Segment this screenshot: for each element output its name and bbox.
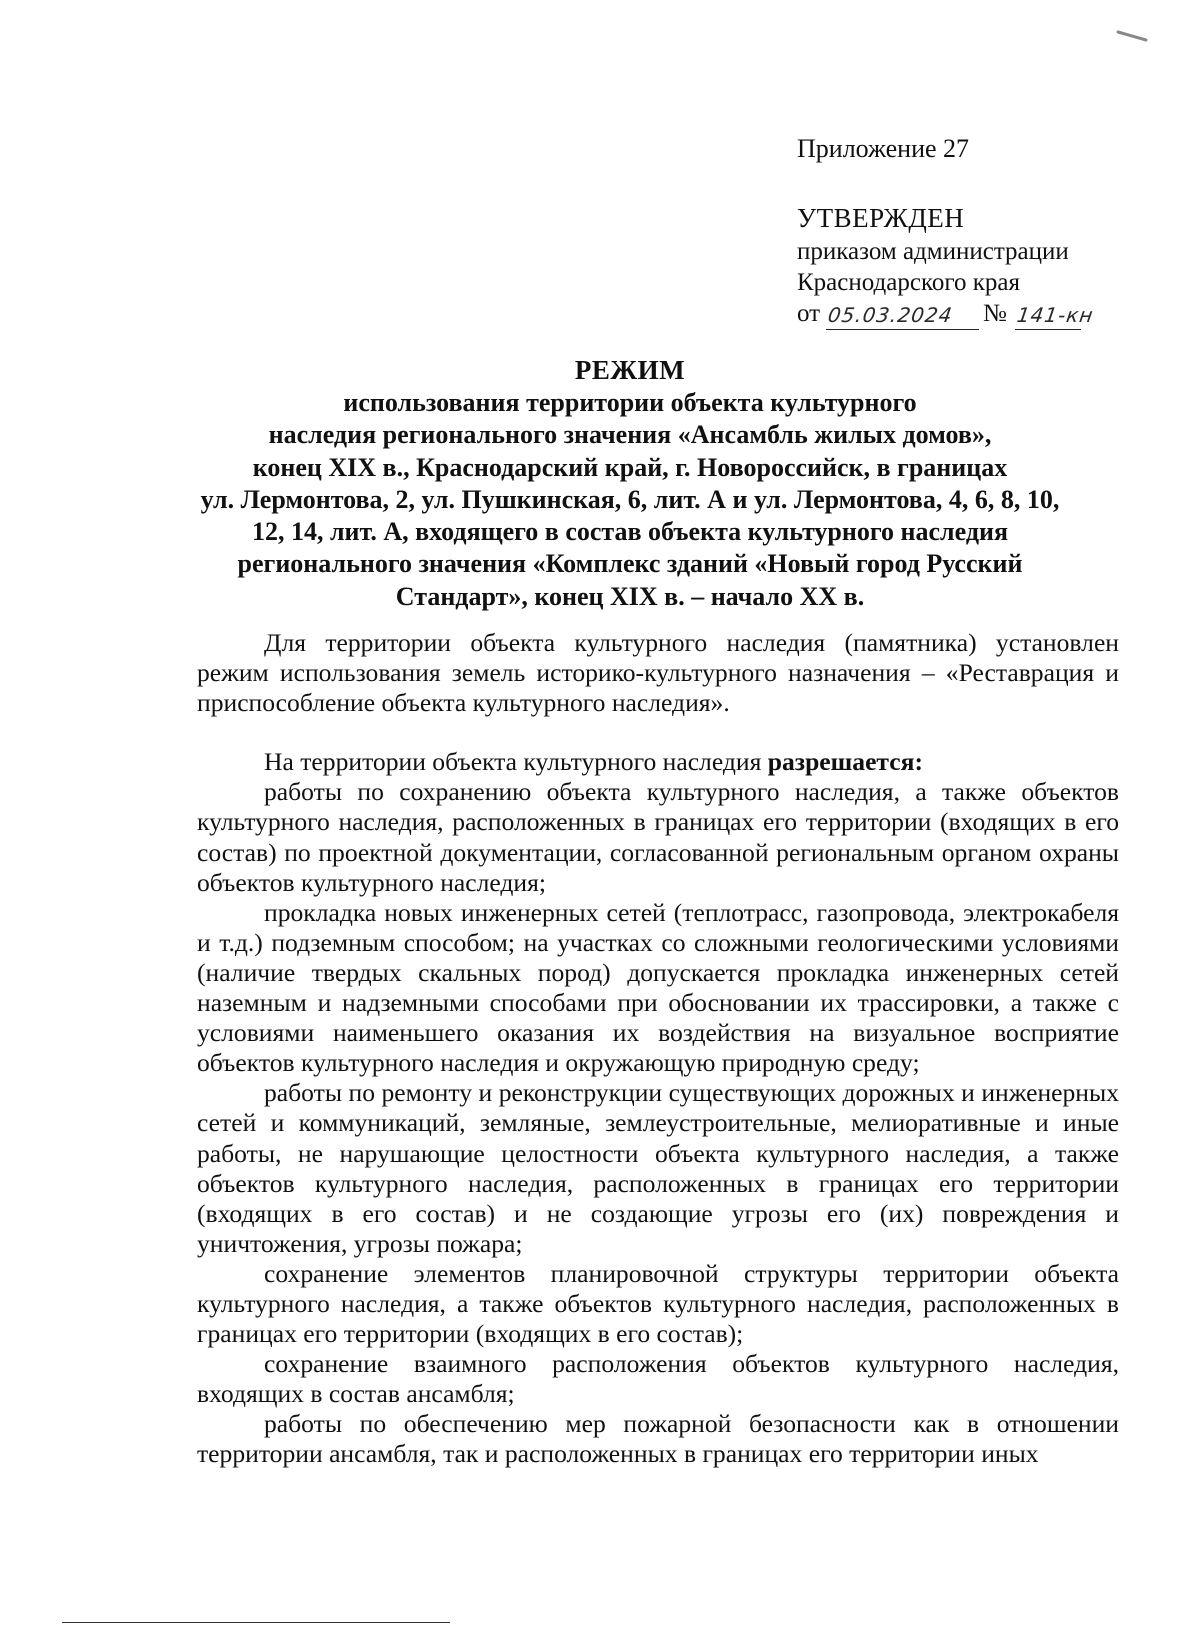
order-date: 05.03.2024 bbox=[826, 303, 955, 327]
allowed-heading-paragraph bbox=[197, 747, 1119, 777]
order-date-field bbox=[826, 298, 979, 330]
title-line: Стандарт», конец XIX в. – начало XX в. bbox=[395, 581, 865, 611]
approved-by-line-2: Краснодарского края bbox=[797, 269, 1020, 296]
approved-by-line-1: приказом администрации bbox=[797, 238, 1069, 265]
document-body bbox=[197, 628, 1119, 1470]
title-main: РЕЖИМ bbox=[574, 355, 686, 385]
order-number-label: № bbox=[983, 300, 1007, 327]
allowed-prefix: На территории объекта культурного наследия bbox=[264, 747, 768, 777]
order-number-field bbox=[1015, 298, 1096, 330]
title-line: наследия регионального значения «Ансамбль жилых домов», bbox=[268, 420, 992, 450]
intro-paragraph: Для территории объекта культурного наследия (памятника) установлен режим использования земель историко-культурного назначения – «Реставрация и приспособление объекта культурного наследия». bbox=[197, 628, 1119, 718]
list-item: работы по сохранению объекта культурного наследия, а также объектов культурного наследия, расположенных в границах его территории (входящих в его состав) по проектной документации, согласованной региональным органом охраны объектов культурного наследия; bbox=[197, 777, 1119, 897]
list-item: работы по ремонту и реконструкции существующих дорожных и инженерных сетей и коммуникаций, земляные, землеустроительные, мелиоративные и иные работы, не нарушающие целостности объекта культурного наследия, а также объектов культурного наследия, расположенных в границах его территории (входящих в его состав) и не создающие угрозы его (их) повреждения и уничтожения, угрозы пожара; bbox=[197, 1078, 1119, 1258]
approval-stamp-block bbox=[797, 200, 1096, 329]
order-reference bbox=[797, 298, 1096, 329]
scan-mark bbox=[1116, 30, 1148, 42]
title-line: регионального значения «Комплекс зданий «Новый город Русский bbox=[237, 549, 1023, 579]
document-title bbox=[150, 354, 1110, 613]
footer-rule bbox=[62, 1622, 450, 1623]
order-number: 141-кн bbox=[1015, 303, 1096, 327]
order-prefix: от bbox=[797, 300, 821, 327]
list-item: сохранение элементов планировочной структуры территории объекта культурного наследия, а также объектов культурного наследия, расположенных в границах его территории (входящих в его состав); bbox=[197, 1258, 1119, 1349]
list-item: прокладка новых инженерных сетей (теплотрасс, газопровода, электрокабеля и т.д.) подземным способом; на участках со сложными геологическими условиями (наличие твердых скальных пород) допускается прокладка инженерных сетей наземным и надземными способами при обосновании их трассировки, а также с условиями наименьшего оказания их воздействия на визуальное восприятие объектов культурного наследия и окружающую природную среду; bbox=[197, 897, 1119, 1078]
title-line: ул. Лермонтова, 2, ул. Пушкинская, 6, лит. А и ул. Лермонтова, 4, 6, 8, 10, bbox=[200, 484, 1060, 514]
title-line: 12, 14, лит. А, входящего в состав объекта культурного наследия bbox=[251, 517, 1009, 547]
approved-title: УТВЕРЖДЕН bbox=[797, 203, 965, 233]
appendix-number: Приложение 27 bbox=[797, 134, 970, 163]
list-item: сохранение взаимного расположения объектов культурного наследия, входящих в состав ансамбля; bbox=[197, 1349, 1119, 1409]
title-line: конец XIX в., Краснодарский край, г. Новороссийск, в границах bbox=[252, 452, 1008, 482]
list-item: работы по обеспечению мер пожарной безопасности как в отношении территории ансамбля, так и расположенных в границах его территории иных bbox=[197, 1409, 1119, 1469]
allowed-bold: разрешается: bbox=[767, 747, 924, 777]
title-line: использования территории объекта культурного bbox=[343, 388, 917, 417]
